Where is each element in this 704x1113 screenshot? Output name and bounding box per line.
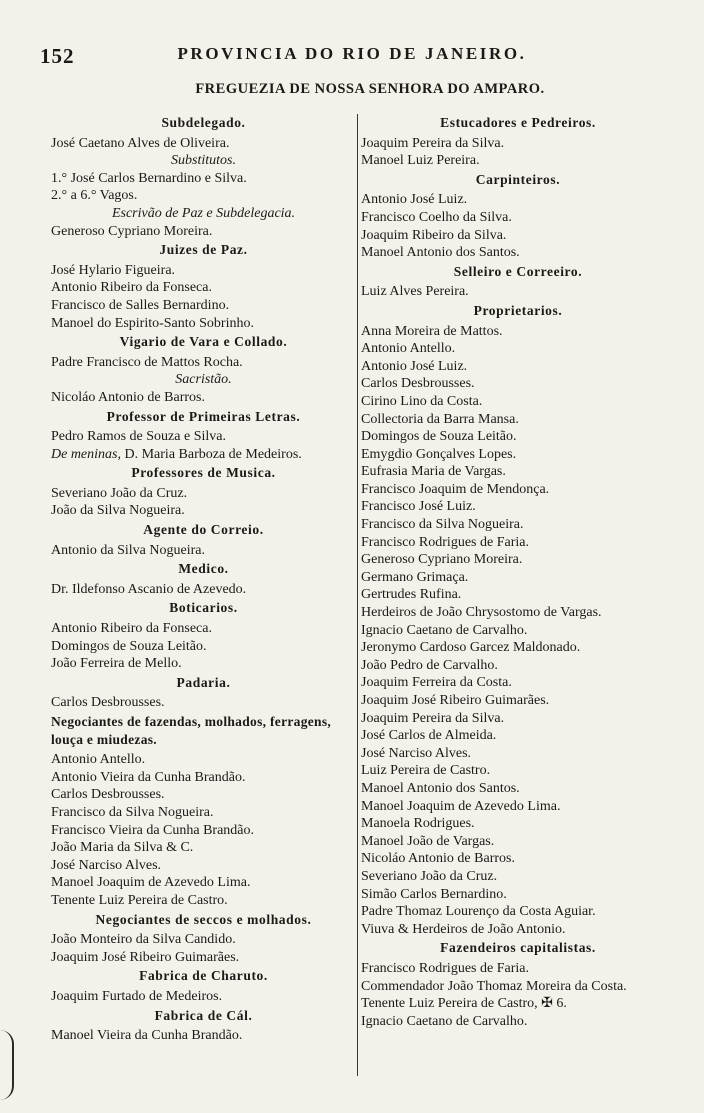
list-item: José Carlos de Almeida. xyxy=(361,728,497,744)
list-item: Manoel Antonio dos Santos. xyxy=(361,245,520,261)
list-item: Ignacio Caetano de Carvalho. xyxy=(361,622,528,638)
role-subheading: Sacristão. xyxy=(175,372,232,388)
list-item: Joaquim Ribeiro da Silva. xyxy=(361,227,507,243)
role-subheading: Substitutos. xyxy=(171,153,236,169)
list-item: Cirino Lino da Costa. xyxy=(361,393,483,409)
list-item: Francisco Rodrigues de Faria. xyxy=(361,960,529,976)
list-item: Herdeiros de João Chrysostomo de Vargas. xyxy=(361,605,602,621)
list-item: Joaquim José Ribeiro Guimarães. xyxy=(51,949,240,965)
list-item: Joaquim Pereira da Silva. xyxy=(361,135,505,151)
list-item: Domingos de Souza Leitão. xyxy=(51,638,207,654)
list-item: Luiz Alves Pereira. xyxy=(361,284,469,300)
list-item: Carlos Desbrousses. xyxy=(361,376,475,392)
list-item: Antonio José Luiz. xyxy=(361,192,468,208)
list-item: Generoso Cypriano Moreira. xyxy=(361,552,523,568)
list-item: Manoel Vieira da Cunha Brandão. xyxy=(51,1028,243,1044)
list-item: Francisco Vieira da Cunha Brandão. xyxy=(51,822,255,838)
section-title: FREGUEZIA DE NOSSA SENHORA DO AMPARO. xyxy=(195,81,545,97)
list-item: Francisco de Salles Bernardino. xyxy=(51,297,230,313)
list-item: Simão Carlos Bernardino. xyxy=(361,886,507,902)
list-item: Ignacio Caetano de Carvalho. xyxy=(361,1013,528,1029)
list-item: Carlos Desbrousses. xyxy=(51,695,165,711)
list-item: Nicoláo Antonio de Barros. xyxy=(51,389,205,405)
list-item: Severiano João da Cruz. xyxy=(361,868,498,884)
list-item: Francisco José Luiz. xyxy=(361,499,476,515)
list-item: João da Silva Nogueira. xyxy=(51,503,185,519)
category-heading: Fazendeiros capitalistas. xyxy=(440,940,596,956)
list-item: João Monteiro da Silva Candido. xyxy=(51,932,236,948)
list-item: Jeronymo Cardoso Garcez Maldonado. xyxy=(361,640,581,656)
list-item: 2.° a 6.° Vagos. xyxy=(51,188,138,204)
list-item: Joaquim Ferreira da Costa. xyxy=(361,675,512,691)
category-heading: Subdelegado. xyxy=(161,115,246,130)
list-item: Domingos de Souza Leitão. xyxy=(361,429,517,445)
list-item: Commendador João Thomaz Moreira da Costa. xyxy=(361,978,627,994)
list-item: Antonio Vieira da Cunha Brandão. xyxy=(51,769,246,785)
list-item: Antonio José Luiz. xyxy=(361,358,468,374)
column-rule xyxy=(357,114,358,1076)
list-item: Padre Thomaz Lourenço da Costa Aguiar. xyxy=(361,904,596,920)
role-subheading: Escrivão de Paz e Subdelegacia. xyxy=(111,205,296,221)
list-item: Tenente Luiz Pereira de Castro. xyxy=(51,892,228,908)
right-column xyxy=(361,113,675,1030)
list-item: Padre Francisco de Mattos Rocha. xyxy=(51,354,243,370)
list-item: Collectoria da Barra Mansa. xyxy=(361,411,519,427)
category-heading: Negociantes de fazendas, molhados, ferragens, louça e miudezas. xyxy=(51,714,332,747)
list-item: João Pedro de Carvalho. xyxy=(361,657,498,673)
running-head: PROVINCIA DO RIO DE JANEIRO. xyxy=(177,44,527,63)
list-item: José Caetano Alves de Oliveira. xyxy=(51,135,230,151)
person-name: D. Maria Barboza de Medeiros. xyxy=(121,446,302,462)
category-heading: Vigario de Vara e Collado. xyxy=(119,334,288,350)
list-item: Generoso Cypriano Moreira. xyxy=(51,223,213,239)
category-heading: Professores de Musica. xyxy=(131,465,276,481)
list-item xyxy=(51,446,356,464)
list-item: Francisco da Silva Nogueira. xyxy=(51,804,214,820)
list-item: Tenente Luiz Pereira de Castro, ✠ 6. xyxy=(361,996,567,1012)
category-heading: Agente do Correio. xyxy=(143,522,264,538)
list-item: José Narciso Alves. xyxy=(51,857,162,873)
list-item: Manoel do Espirito-Santo Sobrinho. xyxy=(51,315,254,331)
category-heading: Estucadores e Pedreiros. xyxy=(440,115,596,130)
role-label: De meninas, xyxy=(51,446,121,462)
list-item: Joaquim José Ribeiro Guimarães. xyxy=(361,693,550,708)
category-heading: Proprietarios. xyxy=(473,302,563,318)
list-item: Manoel Joaquim de Azevedo Lima. xyxy=(51,875,251,891)
list-item: Manoel Luiz Pereira. xyxy=(361,153,480,169)
list-item: José Narciso Alves. xyxy=(361,745,472,761)
list-item: Francisco Joaquim de Mendonça. xyxy=(361,481,550,497)
list-item: Francisco Rodrigues de Faria. xyxy=(361,534,529,550)
list-item: Carlos Desbrousses. xyxy=(51,787,165,803)
left-column xyxy=(51,113,356,1045)
list-item: 1.° José Carlos Bernardino e Silva. xyxy=(51,170,247,186)
list-item: Dr. Ildefonso Ascanio de Azevedo. xyxy=(51,581,247,597)
list-item: Anna Moreira de Mattos. xyxy=(361,323,503,339)
list-item: Manoel Joaquim de Azevedo Lima. xyxy=(361,798,561,814)
list-item: Antonio Ribeiro da Fonseca. xyxy=(51,280,212,296)
list-item: Antonio Antello. xyxy=(51,752,146,768)
list-item: Joaquim Furtado de Medeiros. xyxy=(51,988,223,1004)
category-heading: Fabrica de Cál. xyxy=(154,1007,253,1023)
list-item: Viuva & Herdeiros de João Antonio. xyxy=(361,921,566,937)
list-item: João Maria da Silva & C. xyxy=(51,840,194,856)
list-item: Germano Grimaça. xyxy=(361,569,469,585)
list-item: Gertrudes Rufina. xyxy=(361,587,462,603)
category-heading: Negociantes de seccos e molhados. xyxy=(95,911,312,927)
page-number: 152 xyxy=(40,44,75,68)
list-item: Antonio Ribeiro da Fonseca. xyxy=(51,621,212,637)
list-item: Severiano João da Cruz. xyxy=(51,485,188,501)
list-item: José Hylario Figueira. xyxy=(51,262,176,278)
list-item: Emygdio Gonçalves Lopes. xyxy=(361,446,517,462)
list-item: Antonio Antello. xyxy=(361,341,456,357)
list-item: João Ferreira de Mello. xyxy=(51,656,182,672)
category-heading: Professor de Primeiras Letras. xyxy=(106,408,301,424)
list-item: Pedro Ramos de Souza e Silva. xyxy=(51,429,226,445)
category-heading: Boticarios. xyxy=(169,600,238,616)
list-item: Joaquim Pereira da Silva. xyxy=(361,710,505,726)
category-heading: Carpinteiros. xyxy=(475,171,561,187)
binding-mark xyxy=(0,1030,14,1100)
list-item: Francisco Coelho da Silva. xyxy=(361,209,512,225)
list-item: Manoel Antonio dos Santos. xyxy=(361,780,520,796)
list-item: Nicoláo Antonio de Barros. xyxy=(361,851,515,867)
category-heading: Medico. xyxy=(178,561,229,577)
list-item: Manoel João de Vargas. xyxy=(361,833,495,849)
list-item: Francisco da Silva Nogueira. xyxy=(361,517,524,533)
list-item: Manoela Rodrigues. xyxy=(361,816,475,832)
list-item: Antonio da Silva Nogueira. xyxy=(51,542,205,558)
category-heading: Selleiro e Correeiro. xyxy=(453,263,583,279)
category-heading: Juizes de Paz. xyxy=(159,242,248,258)
category-heading: Padaria. xyxy=(176,674,231,690)
list-item: Luiz Pereira de Castro. xyxy=(361,763,491,779)
list-item: Eufrasia Maria de Vargas. xyxy=(361,464,506,480)
category-heading: Fabrica de Charuto. xyxy=(139,968,268,984)
